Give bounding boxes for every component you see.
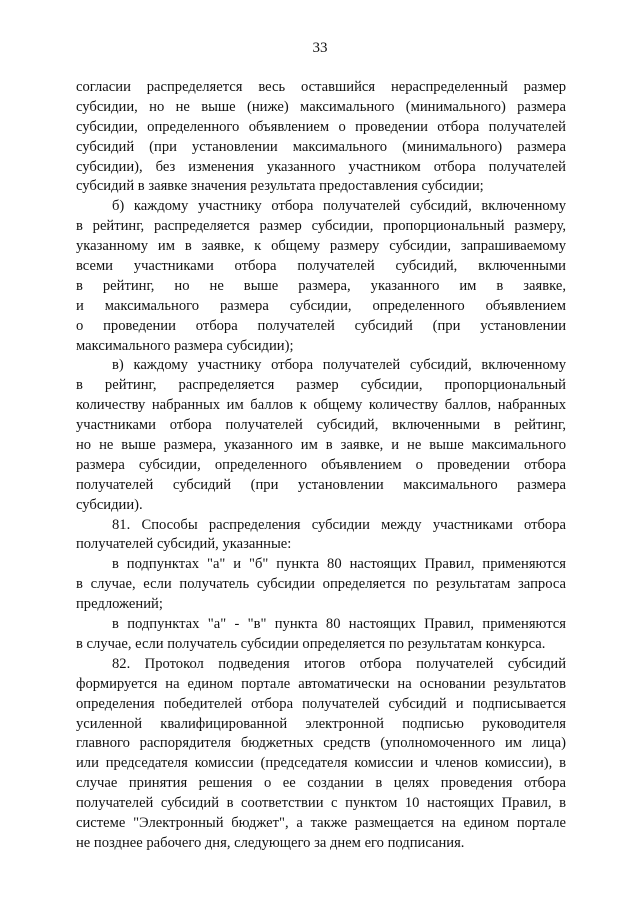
text-line: случае принятия решения о ее создании в целях проведения отбора (76, 775, 566, 792)
text-line: в подпунктах "а" и "б" пункта 80 настоящих Правил, применяются (112, 556, 566, 573)
text-line: субсидий в заявке значения результата предоставления субсидии; (76, 178, 484, 195)
text-line: определения победителей отбора получателей субсидий и подписывается (76, 695, 566, 712)
text-line: в случае, если получатель субсидии определяется по результатам запроса (76, 576, 566, 593)
text-line: субсидии). (76, 496, 143, 513)
text-line: размера субсидии, определенного объявлением о проведении отбора (76, 456, 566, 473)
text-line: получателей субсидий (при установлении максимального размера (76, 476, 566, 493)
text-line: получателей субсидий, указанные: (76, 536, 292, 553)
text-line: в рейтинг, но не выше размера, указанного им в заявке, (76, 277, 566, 294)
text-line: субсидий (при установлении максимального (минимального) размера (76, 138, 566, 155)
text-line: в) каждому участнику отбора получателей субсидий, включенному (112, 357, 566, 374)
text-line: субсидии, определенного объявлением о проведении отбора получателей (76, 118, 566, 135)
text-line: и максимального размера субсидии, определенного объявлением (76, 297, 566, 314)
text-line: участниками отбора получателей субсидий, включенными в рейтинг, (76, 417, 566, 434)
text-line: в случае, если получатель субсидии определяется по результатам конкурса. (76, 635, 546, 652)
text-line: максимального размера субсидии); (76, 337, 294, 354)
text-line: в рейтинг, распределяется размер субсидии, пропорциональный (76, 377, 566, 394)
text-line: количеству набранных им баллов к общему количеству баллов, набранных (76, 397, 566, 414)
text-line: получателей субсидий в соответствии с пунктом 10 настоящих Правил, в (76, 795, 566, 812)
text-line: согласии распределяется весь оставшийся нераспределенный размер (76, 79, 566, 95)
text-line: не позднее рабочего дня, следующего за днем его подписания. (76, 834, 465, 851)
text-line: 81. Способы распределения субсидии между участниками отбора (112, 516, 566, 533)
text-line: 82. Протокол подведения итогов отбора получателей субсидий (112, 655, 566, 672)
document-text (76, 78, 566, 854)
text-line: в рейтинг, распределяется размер субсидии, пропорциональный размеру, (76, 218, 566, 235)
text-line: предложений; (76, 596, 163, 613)
text-line: о проведении отбора получателей субсидий (при установлении (76, 317, 566, 334)
text-line: но не выше размера, указанного им в заявке, и не выше максимального (76, 437, 566, 454)
text-line: в подпунктах "а" - "в" пункта 80 настоящих Правил, применяются (112, 616, 566, 633)
text-line: указанному им в заявке, к общему размеру субсидии, запрашиваемому (76, 238, 566, 255)
text-line: главного распорядителя бюджетных средств (уполномоченного им лица) (76, 735, 566, 752)
text-line: всеми участниками отбора получателей субсидий, включенными (76, 258, 566, 275)
text-line: субсидии, но не выше (ниже) максимального (минимального) размера (76, 98, 566, 115)
text-line: или председателя комиссии (председателя комиссии и членов комиссии), в (76, 755, 566, 772)
text-line: усиленной квалифицированной электронной подписью руководителя (76, 715, 566, 732)
text-line: формируется на едином портале автоматически на основании результатов (76, 675, 566, 692)
page-number: 33 (312, 40, 328, 56)
text-line: системе "Электронный бюджет", а также размещается на едином портале (76, 814, 566, 831)
text-line: субсидии), без изменения указанного участником отбора получателей (76, 158, 566, 175)
text-line: б) каждому участнику отбора получателей субсидий, включенному (112, 198, 566, 215)
